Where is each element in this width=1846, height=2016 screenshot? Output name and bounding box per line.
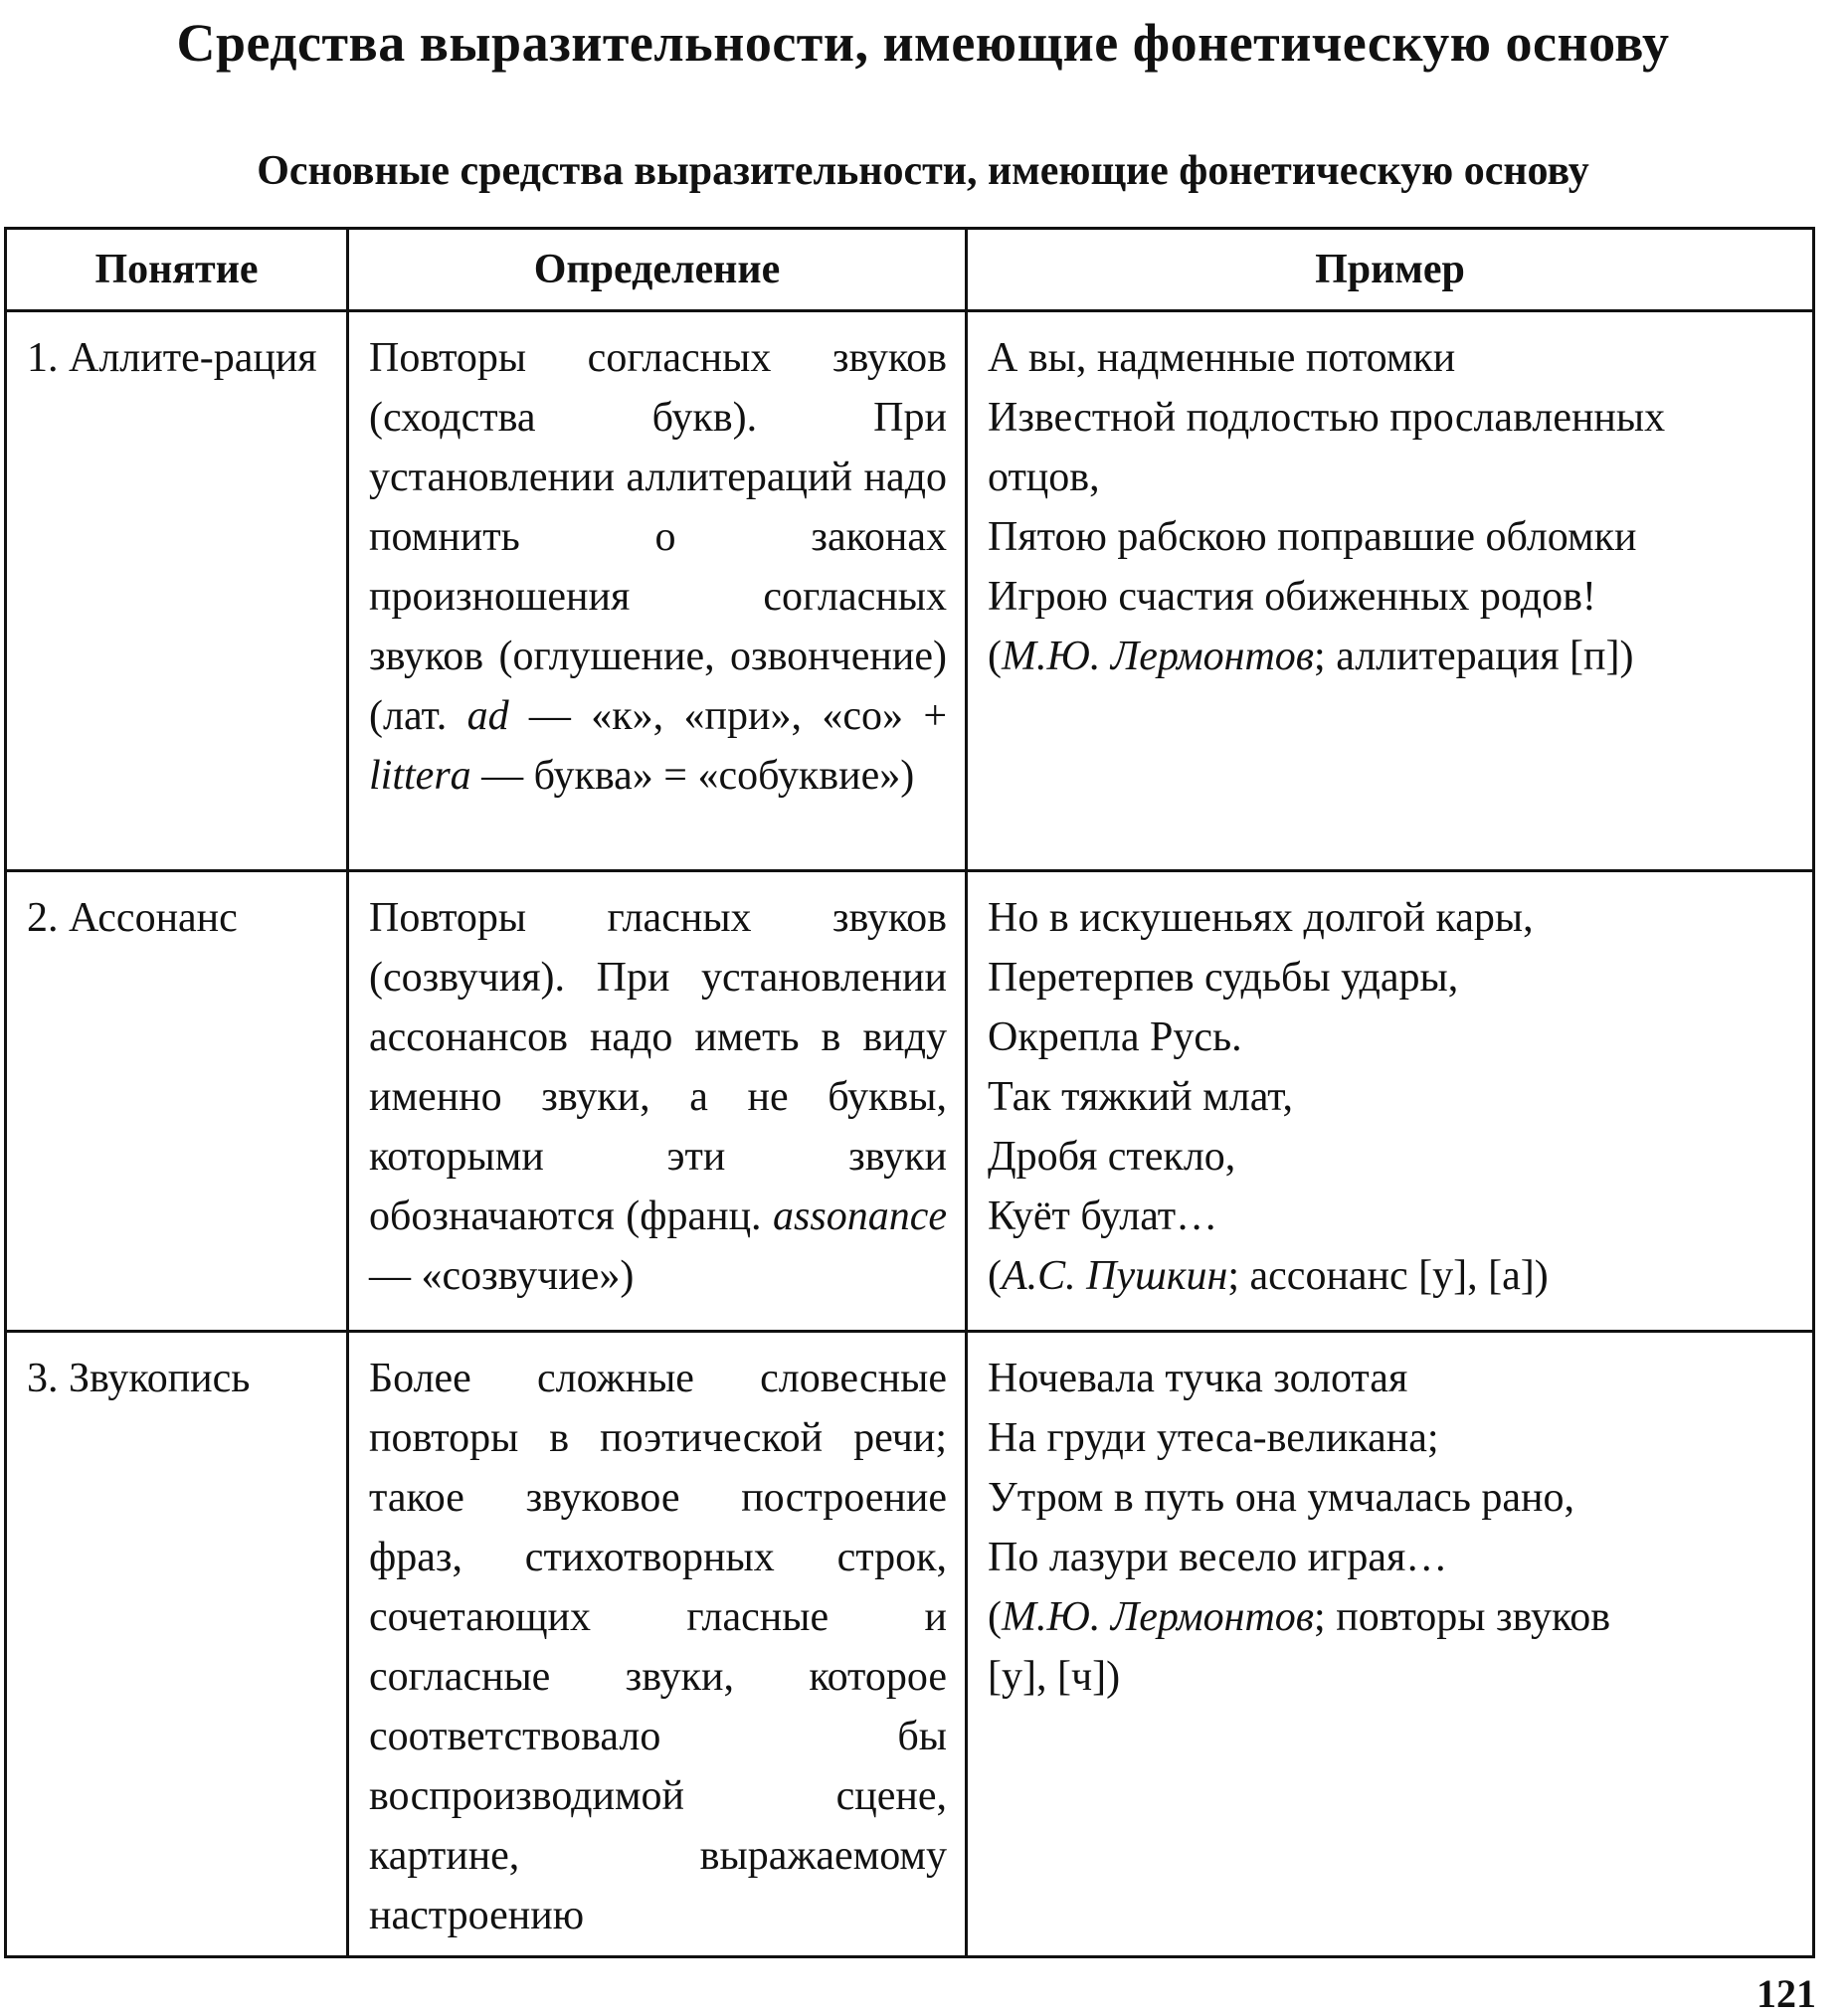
- poem-line: отцов,: [988, 455, 1100, 500]
- attribution-note: ; ассонанс [у], [а]): [1227, 1253, 1549, 1299]
- definition-cell: [348, 311, 967, 871]
- attribution: (М.Ю. Лермонтов; аллитерация [п]): [988, 634, 1634, 679]
- page-number: 121: [1756, 1971, 1816, 2016]
- term-alliteration: 1. Аллите-рация: [27, 335, 317, 381]
- attribution-note: ; повторы звуков: [1314, 1594, 1611, 1640]
- poem-line: По лазури весело играя…: [988, 1535, 1448, 1580]
- table-row: [6, 311, 1814, 871]
- phonetic-devices-table: [4, 227, 1815, 1958]
- author-name: М.Ю. Лермонтов: [1002, 634, 1315, 679]
- term-cell: [6, 1332, 348, 1957]
- poem-line: Ночевала тучка золотая: [988, 1356, 1408, 1401]
- definition-text: — «созвучие»): [369, 1253, 635, 1299]
- table-row: [6, 1332, 1814, 1957]
- page-title: Средства выразительности, имеющие фонетическую основу: [176, 13, 1670, 73]
- example-cell: [967, 1332, 1814, 1957]
- definition-text: Более сложные словесные повторы в поэтической речи; такое звуковое построение фраз, стихотворных строк, сочетающих гласные и согласные звуки, которое соответствовало бы воспроизводимой сцене, картине, выражаемому настроению: [369, 1356, 947, 1938]
- definition-cell: [348, 1332, 967, 1957]
- table-caption: Основные средства выразительности, имеющие фонетическую основу: [257, 148, 1589, 194]
- definition-cell: [348, 871, 967, 1332]
- term-assonance: 2. Ассонанс: [27, 895, 238, 941]
- definition-text: Повторы гласных звуков (созвучия). При установлении ассонансов надо иметь в виду именно звуки, а не буквы, которыми эти звуки обозначаются (франц.: [369, 895, 947, 1239]
- example-cell: [967, 311, 1814, 871]
- definition-text: — буква» = «собуквие»): [470, 753, 915, 799]
- definition-text: Повторы согласных звуков (сходства букв). При установлении аллитераций надо помнить о законах произношения согласных звуков (оглушение, озвончение) (лат.: [369, 335, 947, 739]
- poem-line: На груди утеса-великана;: [988, 1415, 1439, 1461]
- attribution-continued: [у], [ч]): [988, 1654, 1121, 1700]
- term-sound-painting: 3. Звукопись: [27, 1356, 251, 1401]
- poem-line: Утром в путь она умчалась рано,: [988, 1475, 1574, 1521]
- poem-line: Перетерпев судьбы удары,: [988, 955, 1459, 1001]
- author-name: М.Ю. Лермонтов: [1002, 1594, 1315, 1640]
- poem-line: А вы, надменные потомки: [988, 335, 1456, 381]
- attribution: (М.Ю. Лермонтов; повторы звуков: [988, 1594, 1611, 1640]
- term-cell: [6, 871, 348, 1332]
- attribution-note: ; аллитерация [п]): [1314, 634, 1634, 679]
- attribution: (А.С. Пушкин; ассонанс [у], [а]): [988, 1253, 1549, 1299]
- header-concept: Понятие: [6, 229, 348, 311]
- term-cell: [6, 311, 348, 871]
- french-word: assonance: [773, 1193, 947, 1239]
- poem-line: Известной подлостью прославленных: [988, 395, 1666, 441]
- example-cell: [967, 871, 1814, 1332]
- poem-line: Но в искушеньях долгой кары,: [988, 895, 1534, 941]
- latin-word: ad: [466, 693, 509, 739]
- author-name: А.С. Пушкин: [1002, 1253, 1228, 1299]
- poem-line: Окрепла Русь.: [988, 1014, 1242, 1060]
- poem-line: Куёт булат…: [988, 1193, 1218, 1239]
- header-definition: Определение: [348, 229, 967, 311]
- table-header-row: [6, 229, 1814, 311]
- latin-word: littera: [369, 753, 471, 799]
- poem-line: Дробя стекло,: [988, 1134, 1236, 1180]
- header-example: Пример: [967, 229, 1814, 311]
- poem-line: Пятою рабскою поправшие обломки: [988, 514, 1637, 560]
- poem-line: Так тяжкий млат,: [988, 1074, 1293, 1120]
- definition-text: — «к», «при», «со» +: [508, 693, 948, 739]
- poem-line: Игрою счастия обиженных родов!: [988, 574, 1596, 620]
- table-row: [6, 871, 1814, 1332]
